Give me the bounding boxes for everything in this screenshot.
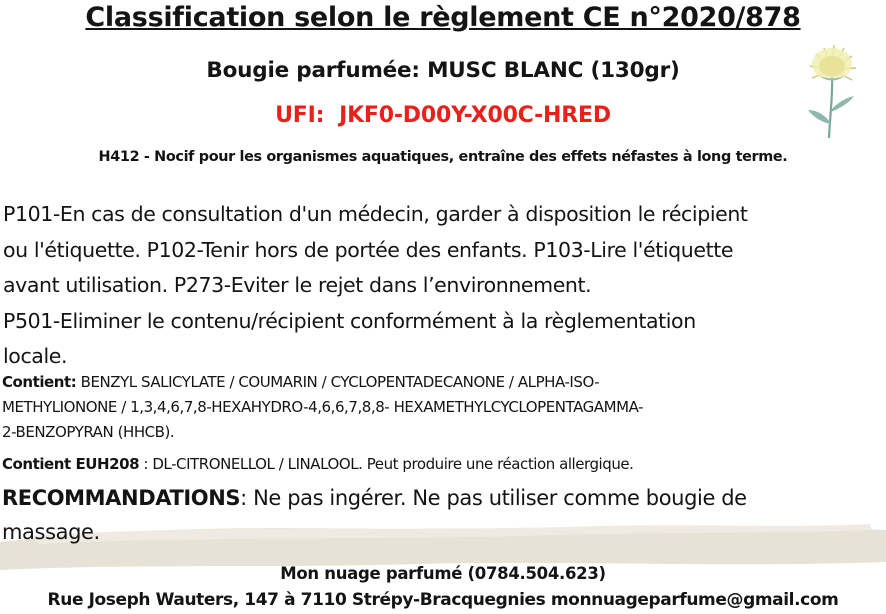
dandelion-flower-icon (796, 40, 866, 140)
recommendations-section (2, 481, 882, 549)
precautionary-statements (3, 197, 883, 375)
ufi-code: UFI: JKF0-D00Y-X00C-HRED (275, 103, 611, 128)
precaution-line: P501-Eliminer le contenu/récipient conformément à la règlementation (3, 308, 696, 333)
contains-section (2, 370, 882, 445)
precaution-line: P101-En cas de consultation d'un médecin, garder à disposition le récipient (3, 202, 748, 226)
euh208-section (2, 455, 882, 473)
recommendations-label: RECOMMANDATIONS (2, 486, 241, 510)
contains-line: METHYLIONONE / 1,3,4,6,7,8-HEXAHYDRO-4,6,6,7,8,8- HEXAMETHYLCYCLOPENTAGAMMA- (2, 398, 644, 416)
contains-text: BENZYL SALICYLATE / COUMARIN / CYCLOPENTADECANONE / ALPHA-ISO- (76, 373, 600, 391)
contains-line: 2-BENZOPYRAN (HHCB). (2, 423, 175, 441)
contains-label: Contient: (2, 373, 77, 391)
precaution-line: locale. (3, 344, 68, 368)
document-title: Classification selon le règlement CE n°2020/878 (85, 2, 801, 33)
company-address-email: Rue Joseph Wauters, 147 à 7110 Strépy-Bracquegnies monnuageparfume@gmail.com (47, 590, 839, 610)
company-name-phone: Mon nuage parfumé (0784.504.623) (280, 564, 606, 583)
recommendations-text: : Ne pas ingérer. Ne pas utiliser comme bougie de (240, 486, 747, 510)
recommendations-line: massage. (2, 520, 100, 544)
product-name: Bougie parfumée: MUSC BLANC (130gr) (206, 58, 680, 83)
euh208-label: Contient EUH208 (2, 455, 140, 473)
hazard-statement: H412 - Nocif pour les organismes aquatiques, entraîne des effets néfastes à long terme. (98, 149, 788, 165)
euh208-text: : DL-CITRONELLOL / LINALOOL. Peut produire une réaction allergique. (139, 455, 634, 473)
precaution-line: avant utilisation. P273-Eviter le rejet dans l’environnement. (3, 273, 592, 297)
precaution-line: ou l'étiquette. P102-Tenir hors de portée des enfants. P103-Lire l'étiquette (3, 237, 734, 262)
